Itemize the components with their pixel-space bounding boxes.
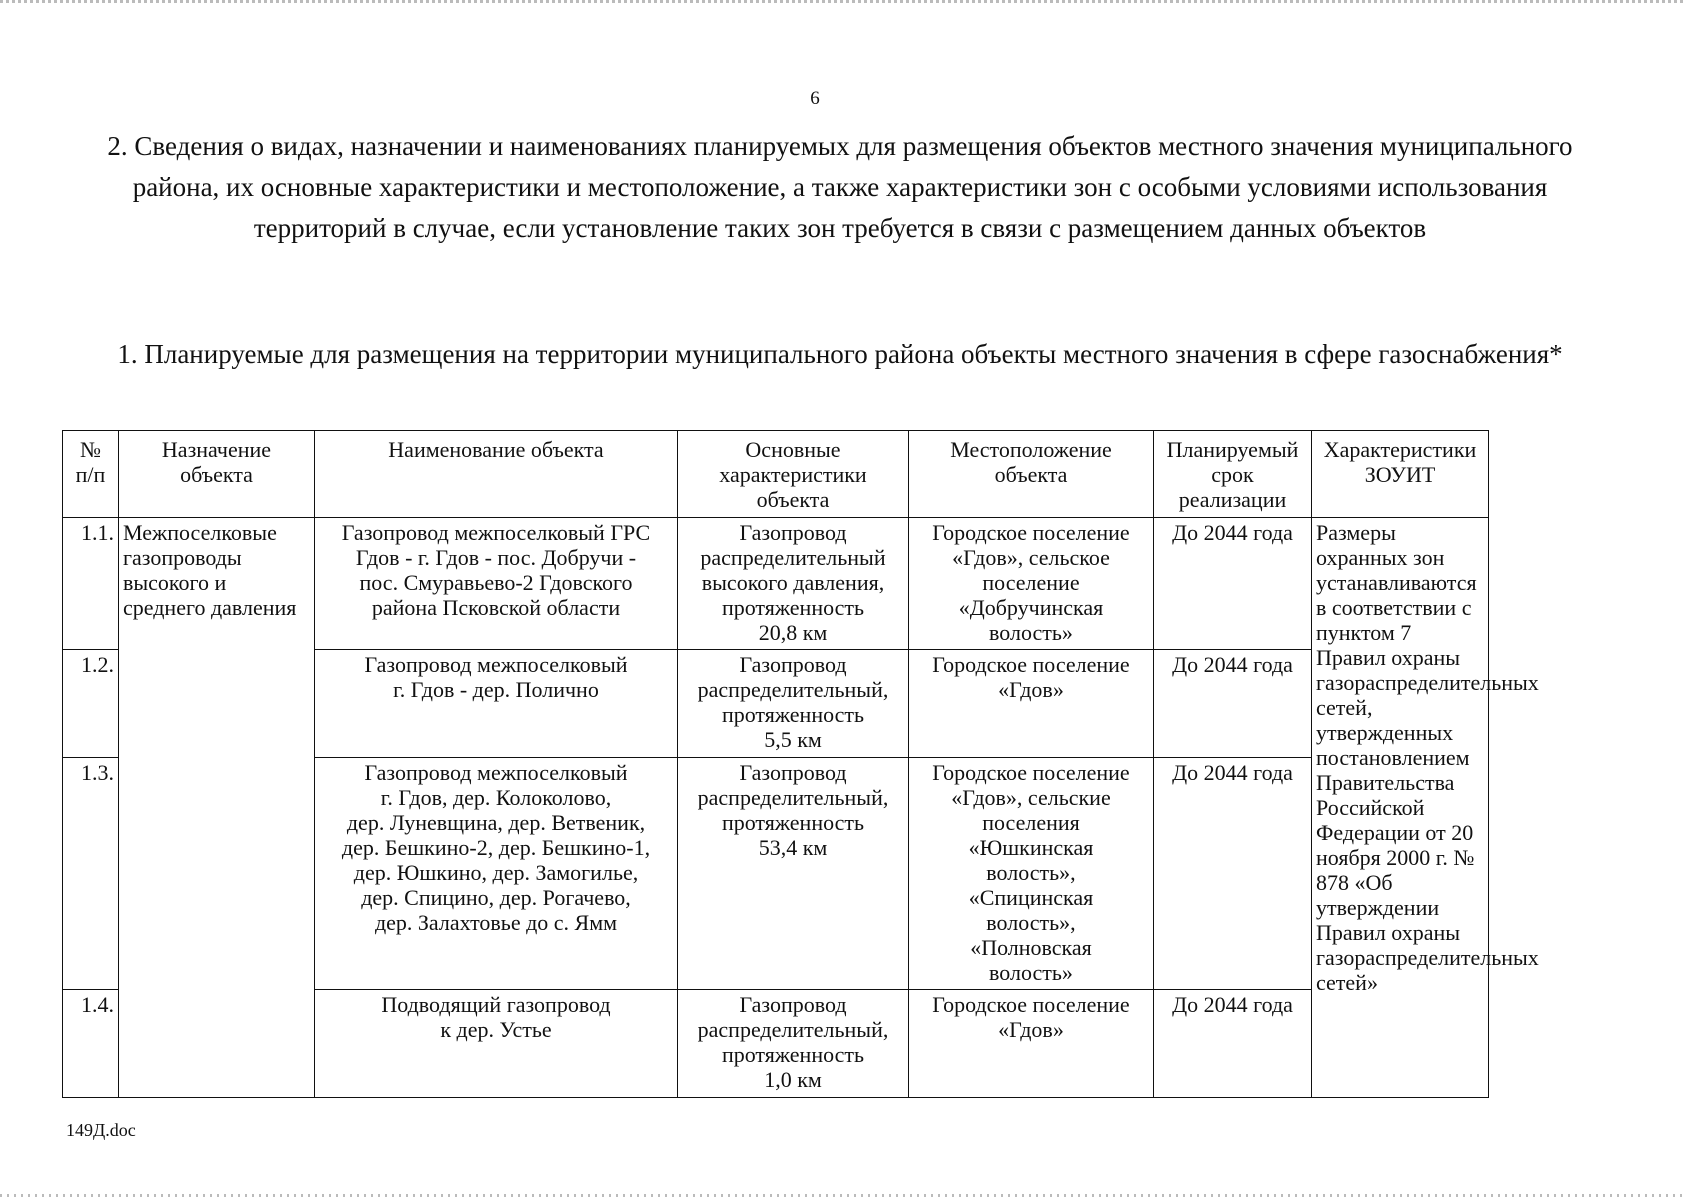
- header-num: № п/п: [63, 431, 119, 518]
- row-num: 1.3.: [63, 758, 119, 990]
- object-location: Городское поселение «Гдов», сельские поселения «Юшкинская волость», «Спицинская волость», «Полновская волость»: [909, 758, 1154, 990]
- object-location: Городское поселение «Гдов», сельское поселение «Добручинская волость»: [909, 518, 1154, 650]
- footer-file-name: 149Д.doc: [66, 1120, 136, 1140]
- realization-term: До 2044 года: [1154, 518, 1312, 650]
- objects-table: [62, 430, 1539, 1098]
- realization-term: До 2044 года: [1154, 990, 1312, 1098]
- zouit-cell: Размеры охранных зон устанавливаются в соответствии с пунктом 7 Правил охраны газораспределительных сетей, утвержденных постановлением Правительства Российской Федерации от 20 ноября 2000 г. № 878 «Об утверждении Правил охраны газораспределительных сетей»: [1312, 518, 1489, 1098]
- realization-term: До 2044 года: [1154, 650, 1312, 758]
- row-num: 1.2.: [63, 650, 119, 758]
- section-title: 2. Сведения о видах, назначении и наименованиях планируемых для размещения объектов местного значения муниципального района, их основные характеристики и местоположение, а также характеристики зон с особыми условиями использования территорий в случае, если установление таких зон требуется в связи с размещением данных объектов: [107, 131, 1573, 243]
- object-name: Газопровод межпоселковый ГРС Гдов - г. Гдов - пос. Добручи - пос. Смуравьево-2 Гдовского района Псковской области: [315, 518, 678, 650]
- object-name: Подводящий газопровод к дер. Устье: [315, 990, 678, 1098]
- page-number: 6: [810, 88, 820, 109]
- object-characteristics: Газопровод распределительный, протяженность 1,0 км: [678, 990, 909, 1098]
- row-num: 1.1.: [63, 518, 119, 650]
- object-location: Городское поселение «Гдов»: [909, 650, 1154, 758]
- table-header-row: [63, 431, 1489, 518]
- purpose-group-cell: Межпоселковые газопроводы высокого и среднего давления: [119, 518, 315, 1098]
- object-characteristics: Газопровод распределительный, протяженность 53,4 км: [678, 758, 909, 990]
- scan-edge-top: [0, 0, 1686, 3]
- header-characteristics: Основные характеристики объекта: [678, 431, 909, 518]
- header-location: Местоположение объекта: [909, 431, 1154, 518]
- header-term: Планируемый срок реализации: [1154, 431, 1312, 518]
- row-num: 1.4.: [63, 990, 119, 1098]
- realization-term: До 2044 года: [1154, 758, 1312, 990]
- object-name: Газопровод межпоселковый г. Гдов, дер. Колоколово, дер. Луневщина, дер. Ветвеник, дер. Бешкино-2, дер. Бешкино-1, дер. Юшкино, дер. Замогилье, дер. Спицино, дер. Рогачево, дер. Залахтовье до с. Ямм: [315, 758, 678, 990]
- table-row: [63, 518, 1489, 650]
- header-purpose: Назначение объекта: [119, 431, 315, 518]
- object-characteristics: Газопровод распределительный, протяженность 5,5 км: [678, 650, 909, 758]
- header-zouit: Характеристики ЗОУИТ: [1312, 431, 1489, 518]
- object-characteristics: Газопровод распределительный высокого давления, протяженность 20,8 км: [678, 518, 909, 650]
- object-name: Газопровод межпоселковый г. Гдов - дер. Полично: [315, 650, 678, 758]
- object-location: Городское поселение «Гдов»: [909, 990, 1154, 1098]
- scan-edge-bottom: [0, 1194, 1686, 1197]
- table-title: 1. Планируемые для размещения на территории муниципального района объекты местного значения в сфере газоснабжения*: [117, 339, 1563, 369]
- header-name: Наименование объекта: [315, 431, 678, 518]
